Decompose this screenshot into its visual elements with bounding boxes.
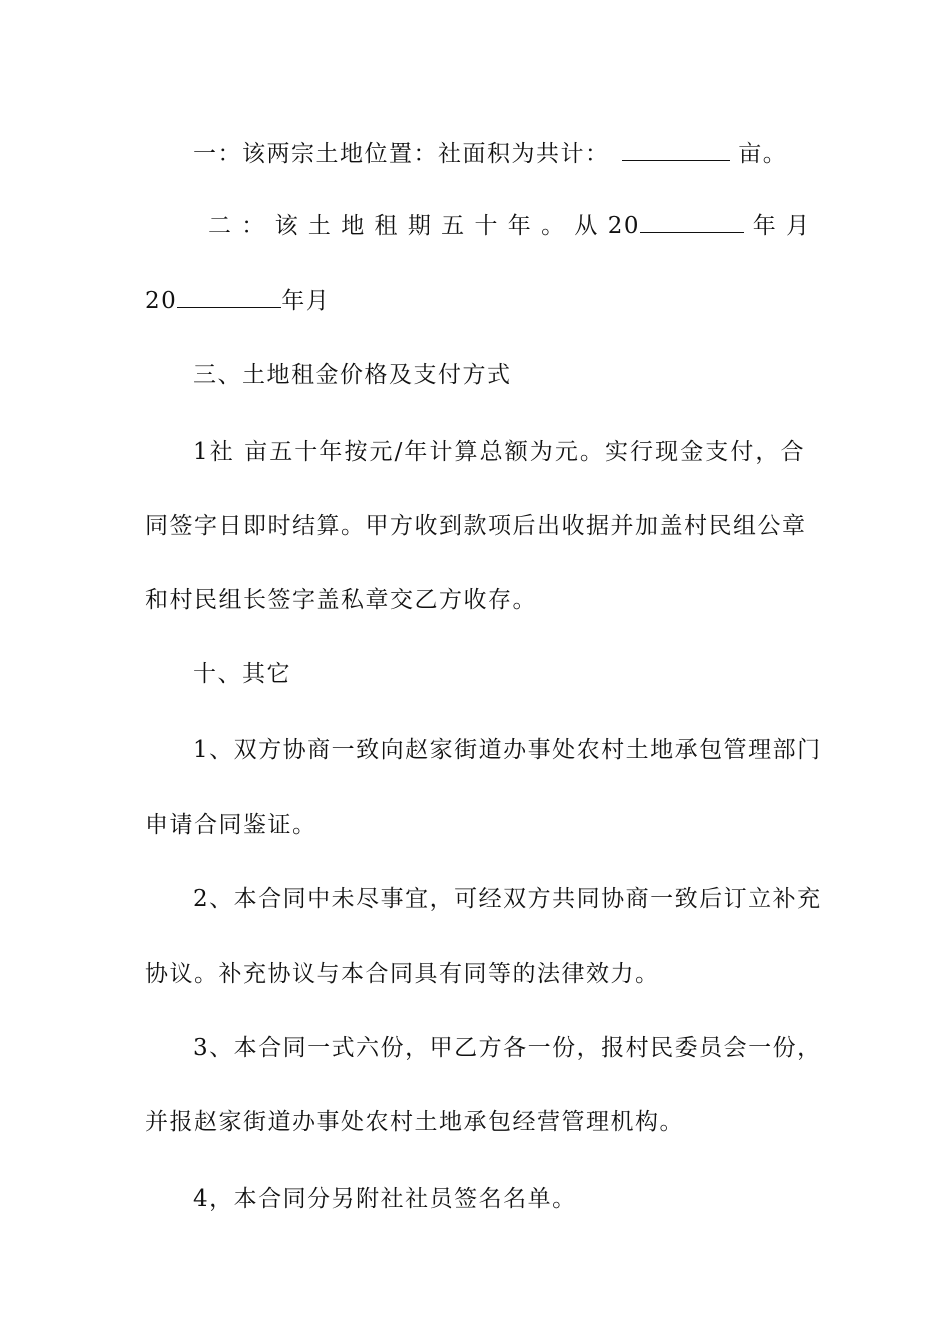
paragraph-line: 申请合同鉴证。 bbox=[145, 812, 317, 838]
paragraph-line: 并报赵家街道办事处农村土地承包经营管理机构。 bbox=[145, 1109, 684, 1135]
clause-lease-term bbox=[208, 210, 811, 241]
paragraph-line: 1社 亩五十年按元/年计算总额为元。实行现金支付，合 bbox=[193, 439, 805, 465]
clause-text: 年月 bbox=[281, 288, 331, 314]
clause-text: 二 ： 该 土 地 租 期 五 十 年 。 从 20 bbox=[208, 213, 640, 239]
paragraph-line: 4，本合同分另附社社员签名名单。 bbox=[193, 1186, 577, 1212]
paragraph-line: 2、本合同中未尽事宜，可经双方共同协商一致后订立补充 bbox=[193, 886, 822, 912]
clause-text: 一：该两宗土地位置：社面积为共计： bbox=[193, 141, 610, 167]
paragraph-line: 协议。补充协议与本合同具有同等的法律效力。 bbox=[145, 961, 660, 987]
clause-text: 20 bbox=[145, 288, 178, 314]
clause-lease-term-end bbox=[145, 285, 805, 316]
fill-blank bbox=[622, 138, 730, 161]
fill-blank bbox=[177, 285, 281, 308]
paragraph-line: 1、双方协商一致向赵家街道办事处农村土地承包管理部门 bbox=[193, 737, 822, 763]
paragraph-line: 3、本合同一式六份，甲乙方各一份，报村民委员会一份， bbox=[193, 1035, 822, 1061]
section-heading-rent: 三、土地租金价格及支付方式 bbox=[193, 362, 512, 388]
clause-land-location bbox=[193, 138, 805, 169]
section-heading-other: 十、其它 bbox=[193, 661, 291, 687]
paragraph-line: 同签字日即时结算。甲方收到款项后出收据并加盖村民组公章 bbox=[145, 513, 807, 539]
fill-blank bbox=[640, 210, 744, 233]
paragraph-line: 和村民组长签字盖私章交乙方收存。 bbox=[145, 587, 537, 613]
clause-text: 年 月 bbox=[744, 213, 811, 239]
clause-text: 亩。 bbox=[729, 141, 788, 167]
